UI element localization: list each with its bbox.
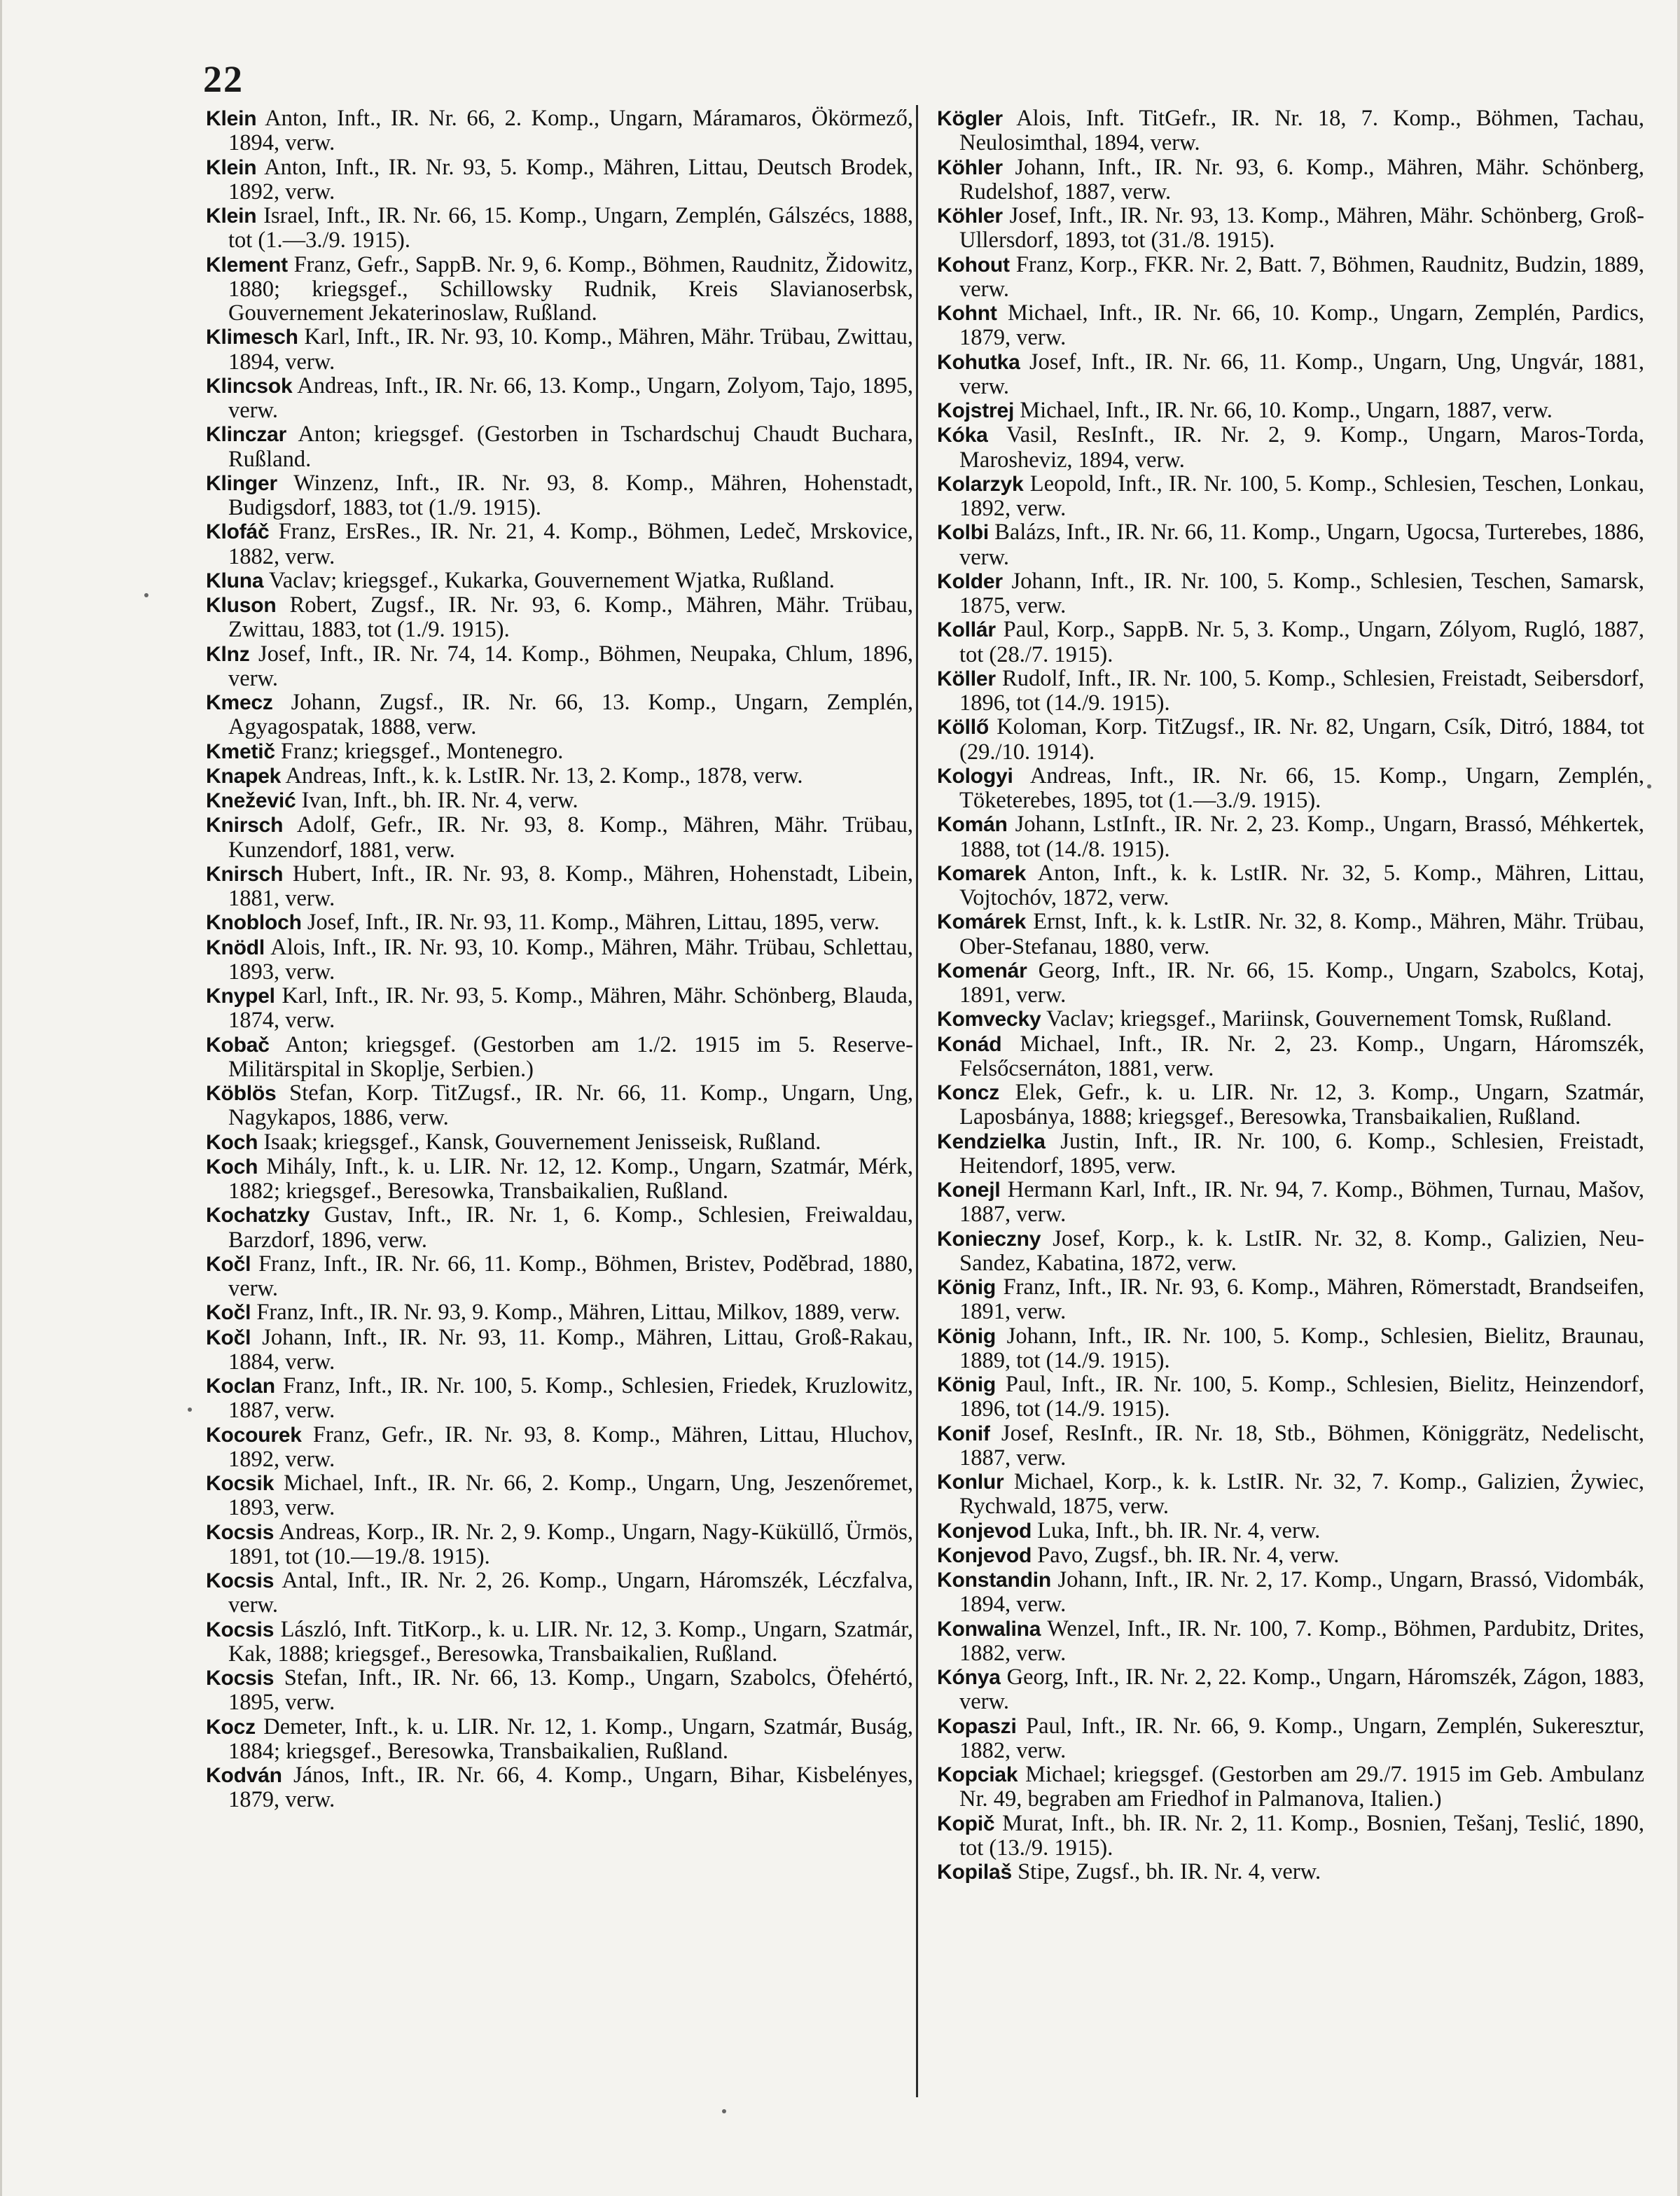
entry-surname: Knödl <box>206 936 265 959</box>
right-column-entry <box>937 520 1644 569</box>
left-column-entry <box>206 520 913 569</box>
right-column <box>937 106 1644 1884</box>
entry-details: Josef, Inft., IR. Nr. 93, 13. Komp., Mähren, Mähr. Schönberg, Groß-Ullersdorf, 1893, tot (31./8. 1915). <box>959 203 1644 253</box>
entry-surname: Kobač <box>206 1033 270 1057</box>
right-column-entry <box>937 1032 1644 1081</box>
right-column-entry <box>937 1519 1644 1543</box>
right-column-entry <box>937 764 1644 813</box>
entry-surname: Kodván <box>206 1764 282 1787</box>
left-column-entry <box>206 862 913 911</box>
entry-details: Paul, Inft., IR. Nr. 100, 5. Komp., Schlesien, Bielitz, Heinzendorf, 1896, tot (14./9. 1915). <box>959 1372 1644 1422</box>
right-column-entry <box>937 1275 1644 1324</box>
right-column-entry <box>937 1617 1644 1666</box>
right-column-entry <box>937 1470 1644 1519</box>
left-column-entry <box>206 1252 913 1301</box>
entry-surname: Knirsch <box>206 862 284 886</box>
entry-details: János, Inft., IR. Nr. 66, 4. Komp., Ungarn, Bihar, Kisbelényes, 1879, verw. <box>228 1763 913 1813</box>
entry-surname: Kocsis <box>206 1618 275 1641</box>
entry-surname: Kochatzky <box>206 1204 310 1228</box>
entry-details: Alois, Inft., IR. Nr. 93, 10. Komp., Mähren, Mähr. Trübau, Schlettau, 1893, verw. <box>228 934 913 985</box>
entry-surname: Kocsis <box>206 1667 275 1690</box>
entry-surname: Komenár <box>937 959 1027 982</box>
entry-details: Paul, Korp., SappB. Nr. 5, 3. Komp., Ungarn, Zólyom, Rugló, 1887, tot (28./7. 1915). <box>959 617 1644 667</box>
entry-surname: Konwalina <box>937 1617 1041 1641</box>
entry-surname: Kóka <box>937 424 988 447</box>
entry-surname: Klement <box>206 253 288 277</box>
left-column-entry <box>206 1520 913 1569</box>
left-column-entry <box>206 813 913 862</box>
left-column-entry <box>206 106 913 155</box>
left-column-entry <box>206 788 913 813</box>
entry-details: Johann, Zugsf., IR. Nr. 66, 13. Komp., Ungarn, Zemplén, Agyagospatak, 1888, verw. <box>228 690 913 740</box>
entry-surname: Klofáč <box>206 520 270 544</box>
entry-details: Josef, Inft., IR. Nr. 74, 14. Komp., Böhmen, Neupaka, Chlum, 1896, verw. <box>228 641 913 691</box>
entry-details: Paul, Inft., IR. Nr. 66, 9. Komp., Ungarn, Zemplén, Sukeresztur, 1882, verw. <box>959 1713 1644 1763</box>
right-column-entry <box>937 861 1644 910</box>
entry-details: Isaak; kriegsgef., Kansk, Gouvernement Jenisseisk, Rußland. <box>258 1129 821 1155</box>
left-column-entry <box>206 593 913 642</box>
entry-details: Ernst, Inft., k. k. LstIR. Nr. 32, 8. Komp., Mähren, Mähr. Trübau, Ober-Stefanau, 1880, verw. <box>959 909 1644 959</box>
left-column-entry <box>206 1081 913 1130</box>
right-column-entry <box>937 423 1644 472</box>
entry-surname: Knapek <box>206 764 282 788</box>
entry-details: Adolf, Gefr., IR. Nr. 93, 8. Komp., Mähren, Mähr. Trübau, Kunzendorf, 1881, verw. <box>228 812 913 863</box>
entry-details: Franz, Korp., FKR. Nr. 2, Batt. 7, Böhmen, Raudnitz, Budzin, 1889, verw. <box>959 251 1644 302</box>
entry-surname: Komárek <box>937 910 1026 934</box>
entry-details: Michael, Korp., k. k. LstIR. Nr. 32, 7. Komp., Galizien, Żywiec, Rychwald, 1875, verw. <box>959 1469 1644 1520</box>
entry-surname: Kluna <box>206 569 264 592</box>
entry-surname: Komán <box>937 813 1008 837</box>
entry-surname: Knobloch <box>206 911 302 935</box>
entry-details: Karl, Inft., IR. Nr. 93, 5. Komp., Mähren, Mähr. Schönberg, Blauda, 1874, verw. <box>228 983 913 1034</box>
entry-details: Demeter, Inft., k. u. LIR. Nr. 12, 1. Komp., Ungarn, Szatmár, Buság, 1884; kriegsgef., Beresowka, Transbaikalien, Rußland. <box>228 1714 913 1764</box>
entry-details: Georg, Inft., IR. Nr. 2, 22. Komp., Ungarn, Háromszék, Zágon, 1883, verw. <box>959 1665 1644 1715</box>
entry-details: Josef, Inft., IR. Nr. 66, 11. Komp., Ungarn, Ung, Ungvár, 1881, verw. <box>959 349 1644 399</box>
left-column-entry <box>206 1471 913 1520</box>
right-column-entry <box>937 1007 1644 1031</box>
entry-surname: Kopaszi <box>937 1714 1017 1738</box>
page-number: 22 <box>203 58 244 100</box>
entry-details: Karl, Inft., IR. Nr. 93, 10. Komp., Mähren, Mähr. Trübau, Zwittau, 1894, verw. <box>228 324 913 375</box>
entry-surname: Klimesch <box>206 326 298 349</box>
right-column-entry <box>937 1543 1644 1568</box>
left-column-entry <box>206 1763 913 1812</box>
right-column-entry <box>937 1178 1644 1227</box>
entry-details: Stefan, Inft., IR. Nr. 66, 13. Komp., Ungarn, Szabolcs, Öfehértó, 1895, verw. <box>228 1665 913 1716</box>
entry-surname: Koch <box>206 1155 258 1179</box>
scan-speck <box>1647 784 1651 788</box>
right-column-entry <box>937 1422 1644 1471</box>
left-column-entry <box>206 204 913 253</box>
entry-surname: Kluson <box>206 594 277 617</box>
left-column-entry <box>206 910 913 935</box>
entry-details: Johann, Inft., IR. Nr. 2, 17. Komp., Ungarn, Brassó, Vidombák, 1894, verw. <box>959 1567 1644 1618</box>
entry-surname: Koch <box>206 1130 258 1154</box>
right-column-entry <box>937 1324 1644 1373</box>
entry-details: Mihály, Inft., k. u. LIR. Nr. 12, 12. Komp., Ungarn, Szatmár, Mérk, 1882; kriegsgef., Beresowka, Transbaikalien, Rußland. <box>228 1153 913 1204</box>
right-column-entry <box>937 472 1644 521</box>
entry-details: Franz, Inft., IR. Nr. 93, 6. Komp., Mähren, Römerstadt, Brandseifen, 1891, verw. <box>959 1274 1644 1325</box>
right-column-entry <box>937 253 1644 302</box>
entry-details: Franz, ErsRes., IR. Nr. 21, 4. Komp., Böhmen, Ledeč, Mrskovice, 1882, verw. <box>228 519 913 569</box>
entry-details: Andreas, Inft., k. k. LstIR. Nr. 13, 2. Komp., 1878, verw. <box>281 763 803 788</box>
entry-details: Michael, Inft., IR. Nr. 66, 2. Komp., Ungarn, Ung, Jeszenőremet, 1893, verw. <box>228 1471 913 1521</box>
entry-details: Anton; kriegsgef. (Gestorben am 1./2. 1915 im 5. Reserve-Militärspital in Skoplje, Serbien.) <box>228 1031 913 1082</box>
left-column-entry <box>206 984 913 1033</box>
left-column-entry <box>206 569 913 593</box>
entry-surname: Konjevod <box>937 1519 1032 1543</box>
entry-surname: Köblös <box>206 1082 277 1105</box>
entry-surname: Komvecky <box>937 1008 1041 1031</box>
entry-surname: Kocsis <box>206 1520 275 1544</box>
entry-surname: Kocsis <box>206 1569 275 1592</box>
entry-surname: Kohnt <box>937 302 997 325</box>
entry-surname: Kmetič <box>206 739 275 763</box>
left-column-entry <box>206 325 913 374</box>
entry-details: Israel, Inft., IR. Nr. 66, 15. Komp., Ungarn, Zemplén, Gálszécs, 1888, tot (1.—3./9. 1915). <box>228 203 913 253</box>
entry-surname: Klein <box>206 155 257 179</box>
entry-surname: Kolder <box>937 569 1003 593</box>
entry-details: Andreas, Korp., IR. Nr. 2, 9. Komp., Ungarn, Nagy-Küküllő, Ürmös, 1891, tot (10.—19./8. 1915). <box>228 1519 913 1569</box>
entry-surname: Klinczar <box>206 423 287 447</box>
entry-details: Pavo, Zugsf., bh. IR. Nr. 4, verw. <box>1032 1542 1340 1568</box>
entry-details: Antal, Inft., IR. Nr. 2, 26. Komp., Ungarn, Háromszék, Léczfalva, verw. <box>228 1568 913 1618</box>
right-column-entry <box>937 204 1644 253</box>
entry-surname: Koncz <box>937 1081 1000 1104</box>
entry-surname: Kónya <box>937 1666 1001 1689</box>
right-column-entry <box>937 106 1644 155</box>
entry-surname: Kmecz <box>206 691 273 714</box>
entry-surname: König <box>937 1324 996 1348</box>
entry-surname: König <box>937 1373 996 1396</box>
entry-details: Johann, Inft., IR. Nr. 93, 11. Komp., Mähren, Littau, Groß-Rakau, 1884, verw. <box>228 1324 913 1375</box>
right-column-entry <box>937 1860 1644 1884</box>
left-column-entry <box>206 936 913 985</box>
entry-details: Vasil, ResInft., IR. Nr. 2, 9. Komp., Ungarn, Maros-Torda, Marosheviz, 1894, verw. <box>959 422 1644 473</box>
entry-surname: Kohout <box>937 253 1010 277</box>
entry-details: Stipe, Zugsf., bh. IR. Nr. 4, verw. <box>1011 1859 1321 1884</box>
entry-details: Luka, Inft., bh. IR. Nr. 4, verw. <box>1032 1517 1321 1543</box>
entry-details: Anton; kriegsgef. (Gestorben in Tschardschuj Chaudt Buchara, Rußland. <box>228 422 913 472</box>
right-column-entry <box>937 398 1644 423</box>
entry-details: Justin, Inft., IR. Nr. 100, 6. Komp., Schlesien, Freistadt, Heitendorf, 1895, verw. <box>959 1128 1644 1179</box>
entry-surname: Koclan <box>206 1375 275 1398</box>
entry-details: Robert, Zugsf., IR. Nr. 93, 6. Komp., Mähren, Mähr. Trübau, Zwittau, 1883, tot (1./9. 1915). <box>228 592 913 643</box>
entry-details: Koloman, Korp. TitZugsf., IR. Nr. 82, Ungarn, Csík, Ditró, 1884, tot (29./10. 1914). <box>959 714 1644 765</box>
entry-details: Stefan, Korp. TitZugsf., IR. Nr. 66, 11. Komp., Ungarn, Ung, Nagykapos, 1886, verw. <box>228 1080 913 1131</box>
right-column-entry <box>937 1227 1644 1276</box>
right-column-entry <box>937 1763 1644 1812</box>
right-column-entry <box>937 155 1644 204</box>
left-column-entry <box>206 1300 913 1325</box>
entry-details: Andreas, Inft., IR. Nr. 66, 15. Komp., Ungarn, Zemplén, Töketerebes, 1895, tot (1.—3./9. 1915). <box>959 763 1644 813</box>
entry-surname: Kohutka <box>937 350 1020 374</box>
entry-details: Josef, Inft., IR. Nr. 93, 11. Komp., Mähren, Littau, 1895, verw. <box>301 910 880 936</box>
right-column-entry <box>937 812 1644 861</box>
entry-surname: Köller <box>937 667 996 690</box>
entry-details: Michael, Inft., IR. Nr. 66, 10. Komp., Ungarn, 1887, verw. <box>1014 398 1553 423</box>
entry-details: Franz, Inft., IR. Nr. 66, 11. Komp., Böhmen, Bristev, Poděbrad, 1880, verw. <box>228 1251 913 1301</box>
entry-details: Johann, LstInft., IR. Nr. 2, 23. Komp., Ungarn, Brassó, Méhkertek, 1888, tot (14./8. 1915). <box>959 812 1644 862</box>
entry-details: Franz, Inft., IR. Nr. 93, 9. Komp., Mähren, Littau, Milkov, 1889, verw. <box>251 1300 901 1326</box>
left-column-entry <box>206 1666 913 1715</box>
right-column-entry <box>937 1568 1644 1617</box>
left-column-entry <box>206 155 913 204</box>
left-column-entry <box>206 374 913 423</box>
left-column-entry <box>206 1374 913 1423</box>
entry-surname: Komarek <box>937 861 1026 885</box>
entry-surname: Kocz <box>206 1715 256 1739</box>
entry-details: Anton, Inft., IR. Nr. 66, 2. Komp., Ungarn, Máramaros, Ökörmező, 1894, verw. <box>228 106 913 156</box>
entry-surname: Kočl <box>206 1326 251 1349</box>
entry-surname: Konejl <box>937 1179 1001 1202</box>
left-column-entry <box>206 422 913 471</box>
entry-details: Michael, Inft., IR. Nr. 2, 23. Komp., Ungarn, Háromszék, Felsőcsernáton, 1881, verw. <box>959 1031 1644 1081</box>
entry-details: Alois, Inft. TitGefr., IR. Nr. 18, 7. Komp., Böhmen, Tachau, Neulosimthal, 1894, verw. <box>959 106 1644 156</box>
entry-surname: Klein <box>206 204 257 228</box>
entry-surname: Kolbi <box>937 521 989 545</box>
entry-details: Leopold, Inft., IR. Nr. 100, 5. Komp., Schlesien, Teschen, Lonkau, 1892, verw. <box>959 471 1644 521</box>
scan-speck <box>144 593 148 597</box>
entry-details: Hermann Karl, Inft., IR. Nr. 94, 7. Komp., Böhmen, Turnau, Mašov, 1887, verw. <box>959 1177 1644 1228</box>
right-column-entry <box>937 350 1644 399</box>
entry-details: Gustav, Inft., IR. Nr. 1, 6. Komp., Schlesien, Freiwaldau, Barzdorf, 1896, verw. <box>228 1202 913 1253</box>
entry-surname: Klein <box>206 107 257 130</box>
entry-surname: Kollár <box>937 618 996 642</box>
entry-surname: Kočl <box>206 1252 251 1276</box>
entry-details: Franz, Gefr., IR. Nr. 93, 8. Komp., Mähren, Littau, Hluchov, 1892, verw. <box>228 1422 913 1472</box>
left-column-entry <box>206 764 913 788</box>
left-column-entry <box>206 690 913 739</box>
entry-surname: Klinger <box>206 471 277 495</box>
left-column-entry <box>206 471 913 520</box>
entry-details: Murat, Inft., bh. IR. Nr. 2, 11. Komp., Bosnien, Tešanj, Teslić, 1890, tot (13./9. 1915). <box>959 1810 1644 1861</box>
entry-details: Vaclav; kriegsgef., Kukarka, Gouvernement Wjatka, Rußland. <box>263 567 835 593</box>
entry-surname: Kopciak <box>937 1763 1018 1786</box>
right-column-entry <box>937 1714 1644 1763</box>
entry-details: Vaclav; kriegsgef., Mariinsk, Gouvernement Tomsk, Rußland. <box>1041 1006 1612 1032</box>
entry-surname: Kögler <box>937 107 1003 130</box>
entry-surname: Klincsok <box>206 374 293 398</box>
entry-details: Wenzel, Inft., IR. Nr. 100, 7. Komp., Böhmen, Pardubitz, Drites, 1882, verw. <box>959 1615 1644 1666</box>
entry-details: Anton, Inft., IR. Nr. 93, 5. Komp., Mähren, Littau, Deutsch Brodek, 1892, verw. <box>228 154 913 204</box>
entry-details: Johann, Inft., IR. Nr. 100, 5. Komp., Schlesien, Bielitz, Braunau, 1889, tot (14./9. 1915). <box>959 1323 1644 1373</box>
left-column-entry <box>206 642 913 691</box>
left-column-entry <box>206 253 913 326</box>
left-column-entry <box>206 1203 913 1252</box>
scan-speck <box>188 1408 192 1412</box>
entry-details: Michael, Inft., IR. Nr. 66, 10. Komp., Ungarn, Zemplén, Pardics, 1879, verw. <box>959 300 1644 351</box>
left-column-entry <box>206 1155 913 1204</box>
entry-surname: Kopilaš <box>937 1861 1012 1884</box>
right-column-entry <box>937 569 1644 618</box>
entry-surname: Kocourek <box>206 1423 302 1447</box>
entry-details: Rudolf, Inft., IR. Nr. 100, 5. Komp., Schlesien, Freistadt, Seibersdorf, 1896, tot (14./9. 1915). <box>959 665 1644 716</box>
entry-surname: Kendzielka <box>937 1130 1046 1153</box>
right-column-entry <box>937 1130 1644 1179</box>
entry-surname: Konstandin <box>937 1569 1051 1592</box>
entry-surname: Kocsik <box>206 1472 275 1495</box>
entry-details: Anton, Inft., k. k. LstIR. Nr. 32, 5. Komp., Mähren, Littau, Vojtochóv, 1872, verw. <box>959 860 1644 910</box>
right-column-entry <box>937 667 1644 716</box>
right-column-entry <box>937 715 1644 764</box>
left-column-entry <box>206 1130 913 1155</box>
entry-details: Andreas, Inft., IR. Nr. 66, 13. Komp., Ungarn, Zolyom, Tajo, 1895, verw. <box>228 373 913 423</box>
entry-surname: Köllő <box>937 716 989 739</box>
entry-surname: Konieczny <box>937 1227 1041 1251</box>
entry-surname: Konjevod <box>937 1543 1032 1567</box>
left-column-entry <box>206 1326 913 1375</box>
entry-surname: König <box>937 1276 996 1299</box>
entry-details: Balázs, Inft., IR. Nr. 66, 11. Komp., Ungarn, Ugocsa, Turterebes, 1886, verw. <box>959 520 1644 570</box>
right-column-entry <box>937 618 1644 667</box>
left-column-entry <box>206 1715 913 1764</box>
entry-details: Franz; kriegsgef., Montenegro. <box>275 738 564 764</box>
right-column-entry <box>937 1372 1644 1422</box>
entry-details: Josef, Korp., k. k. LstIR. Nr. 32, 8. Komp., Galizien, Neu-Sandez, Kabatina, 1872, verw. <box>959 1225 1644 1276</box>
right-column-entry <box>937 959 1644 1008</box>
entry-details: Georg, Inft., IR. Nr. 66, 15. Komp., Ungarn, Szabolcs, Kotaj, 1891, verw. <box>959 957 1644 1008</box>
entry-surname: Knirsch <box>206 814 284 838</box>
entry-details: László, Inft. TitKorp., k. u. LIR. Nr. 12, 3. Komp., Ungarn, Szatmár, Kak, 1888; kriegsgef., Beresowka, Transbaikalien, Rußland. <box>228 1616 913 1667</box>
scan-speck <box>722 2109 726 2113</box>
left-column-entry <box>206 1033 913 1082</box>
entry-surname: Kolarzyk <box>937 472 1024 496</box>
entry-surname: Kologyi <box>937 764 1013 788</box>
entry-surname: Konif <box>937 1422 990 1445</box>
entry-details: Winzenz, Inft., IR. Nr. 93, 8. Komp., Mähren, Hohenstadt, Budigsdorf, 1883, tot (1./9. 1915). <box>228 470 913 520</box>
left-column-entry <box>206 1423 913 1472</box>
left-column-entry <box>206 1618 913 1667</box>
entry-surname: Knypel <box>206 985 275 1008</box>
entry-surname: Köhler <box>937 204 1003 228</box>
entry-surname: Köhler <box>937 155 1003 179</box>
entry-details: Elek, Gefr., k. u. LIR. Nr. 12, 3. Komp., Ungarn, Szatmár, Laposbánya, 1888; kriegsgef., Beresowka, Transbaikalien, Rußland. <box>959 1080 1644 1130</box>
entry-surname: Konád <box>937 1032 1002 1056</box>
entry-details: Franz, Inft., IR. Nr. 100, 5. Komp., Schlesien, Friedek, Kruzlowitz, 1887, verw. <box>228 1373 913 1424</box>
entry-details: Michael; kriegsgef. (Gestorben am 29./7. 1915 im Geb. Ambulanz Nr. 49, begraben am Friedhof in Palmanova, Italien.) <box>959 1762 1644 1812</box>
column-divider <box>916 105 918 2097</box>
left-column-entry <box>206 739 913 764</box>
right-column-entry <box>937 910 1644 959</box>
entry-surname: Kočl <box>206 1301 251 1325</box>
entry-surname: Klnz <box>206 642 250 666</box>
right-column-entry <box>937 1812 1644 1861</box>
entry-details: Josef, ResInft., IR. Nr. 18, Stb., Böhmen, Königgrätz, Nedelischt, 1887, verw. <box>959 1420 1644 1471</box>
right-column-entry <box>937 301 1644 350</box>
entry-surname: Kopič <box>937 1812 995 1835</box>
entry-details: Johann, Inft., IR. Nr. 100, 5. Komp., Schlesien, Teschen, Samarsk, 1875, verw. <box>959 568 1644 618</box>
entry-details: Ivan, Inft., bh. IR. Nr. 4, verw. <box>296 788 578 813</box>
entry-surname: Konlur <box>937 1471 1004 1494</box>
right-column-entry <box>937 1665 1644 1714</box>
entry-details: Johann, Inft., IR. Nr. 93, 6. Komp., Mähren, Mähr. Schönberg, Rudelshof, 1887, verw. <box>959 154 1644 204</box>
left-column <box>206 106 913 1812</box>
right-column-entry <box>937 1080 1644 1130</box>
entry-surname: Kojstrej <box>937 399 1015 422</box>
entry-surname: Knežević <box>206 789 296 812</box>
left-column-entry <box>206 1569 913 1618</box>
entry-details: Franz, Gefr., SappB. Nr. 9, 6. Komp., Böhmen, Raudnitz, Židowitz, 1880; kriegsgef., Schillowsky Rudnik, Kreis Slavianoserbsk, Gouvernement Jekaterinoslaw, Rußland. <box>228 251 913 326</box>
entry-details: Hubert, Inft., IR. Nr. 93, 8. Komp., Mähren, Hohenstadt, Libein, 1881, verw. <box>228 861 913 911</box>
